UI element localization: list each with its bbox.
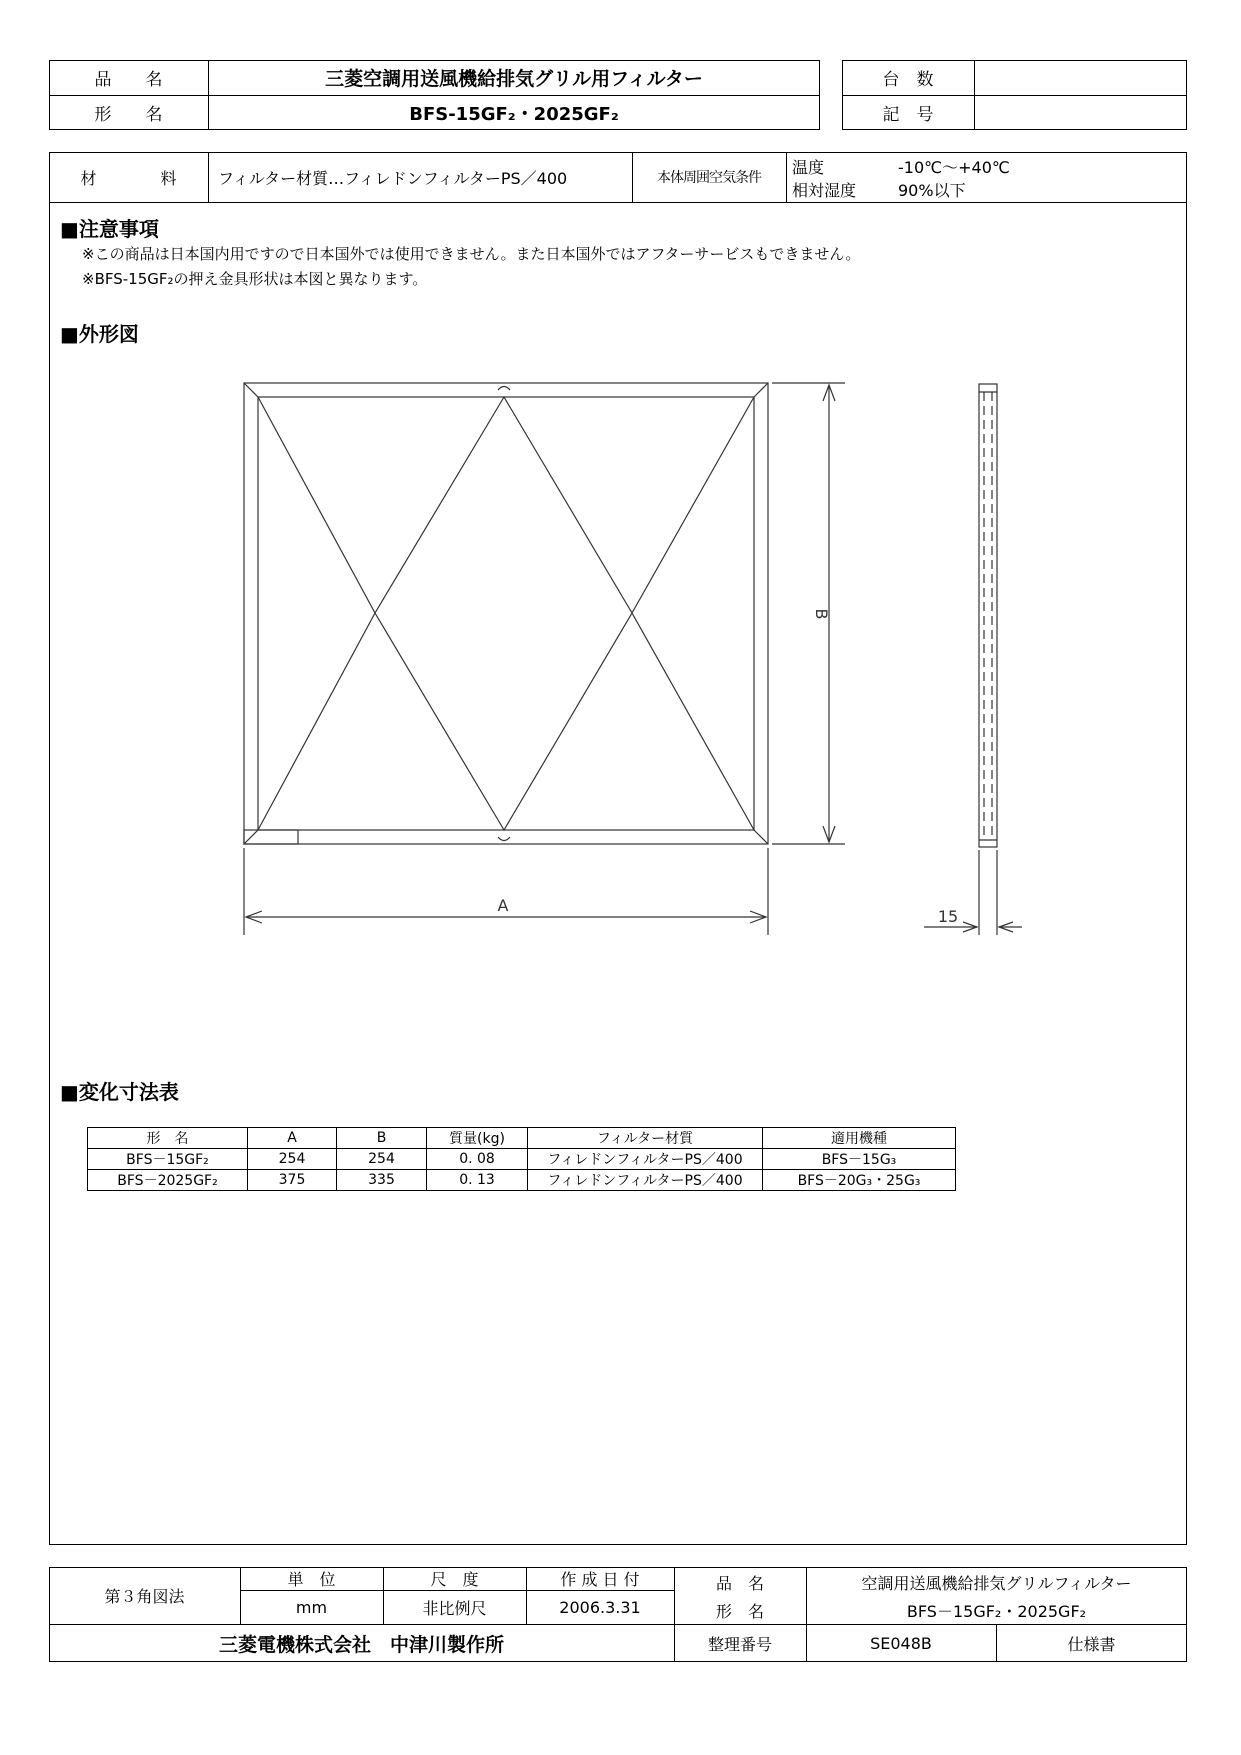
row-2-applicable-model: BFS－20G₃・25G₃ — [763, 1170, 956, 1191]
row-2-material: フィレドンフィルターPS／400 — [528, 1170, 763, 1191]
dimension-table — [87, 1127, 956, 1191]
support-wire-left — [258, 397, 375, 830]
model-label: 形 名 — [94, 105, 163, 125]
side-view — [979, 384, 997, 847]
header-a: A — [248, 1128, 337, 1149]
projection-method: 第３角図法 — [104, 1587, 185, 1606]
row-2-b: 335 — [337, 1170, 427, 1191]
support-wire-right — [632, 397, 754, 830]
filter-inner-frame — [258, 397, 754, 830]
document-type: 仕様書 — [1067, 1634, 1116, 1654]
humidity-label: 相対湿度 — [792, 181, 857, 200]
header-applicable-model: 適用機種 — [763, 1128, 956, 1149]
reference-number: SE048B — [870, 1633, 932, 1653]
row-1-b: 254 — [337, 1149, 427, 1170]
humidity-value: 90%以下 — [898, 181, 966, 200]
table-row — [88, 1149, 956, 1170]
temperature-value: -10℃～+40℃ — [898, 158, 1010, 177]
table-header-row — [88, 1128, 956, 1149]
product-name-label: 品 名 — [94, 70, 163, 90]
row-2-mass: 0. 13 — [427, 1170, 528, 1191]
filter-outer-frame — [244, 383, 768, 844]
scale-value: 非比例尺 — [422, 1598, 487, 1618]
date-label: 作 成 日 付 — [560, 1570, 640, 1589]
row-1-model: BFS－15GF₂ — [88, 1149, 248, 1170]
model-name: BFS-15GF₂・2025GF₂ — [409, 103, 619, 125]
reference-label: 整理番号 — [707, 1634, 772, 1654]
dimension-thickness-label: 15 — [937, 907, 959, 926]
retaining-clip — [244, 830, 298, 844]
row-1-mass: 0. 08 — [427, 1149, 528, 1170]
footer-product-label: 品 名 — [715, 1573, 764, 1593]
company-name: 三菱電機株式会社 中津川製作所 — [218, 1633, 504, 1656]
row-1-a: 254 — [248, 1149, 337, 1170]
footer-model-value: BFS－15GF₂・2025GF₂ — [906, 1601, 1087, 1621]
footer-model-label: 形 名 — [715, 1601, 764, 1621]
table-row — [88, 1170, 956, 1191]
dimension-table-heading: ■変化寸法表 — [60, 1080, 179, 1104]
row-1-applicable-model: BFS－15G₃ — [763, 1149, 956, 1170]
note-item-2: ※BFS-15GF₂の押え金具形状は本図と異なります。 — [82, 270, 428, 288]
row-2-a: 375 — [248, 1170, 337, 1191]
temperature-label: 温度 — [792, 158, 825, 177]
scale-label: 尺 度 — [430, 1570, 479, 1589]
footer-product-value: 空調用送風機給排気グリルフィルター — [861, 1573, 1132, 1593]
date-value: 2006.3.31 — [559, 1597, 641, 1617]
environment-label: 本体周囲空気条件 — [657, 170, 761, 186]
quantity-label: 台 数 — [882, 70, 934, 90]
unit-label: 単 位 — [287, 1570, 336, 1589]
material-value: フィルター材質…フィレドンフィルターPS／400 — [218, 168, 568, 188]
header-mass: 質量(kg) — [427, 1128, 528, 1149]
material-label: 材 料 — [80, 168, 177, 188]
row-2-model: BFS－2025GF₂ — [88, 1170, 248, 1191]
header-material: フィルター材質 — [528, 1128, 763, 1149]
symbol-label: 記 号 — [882, 105, 934, 125]
product-name: 三菱空調用送風機給排気グリル用フィルター — [325, 68, 703, 90]
dimension-b-label: B — [812, 608, 831, 620]
unit-value: mm — [295, 1597, 328, 1617]
notes-heading: ■注意事項 — [60, 217, 159, 241]
row-1-material: フィレドンフィルターPS／400 — [528, 1149, 763, 1170]
header-model: 形 名 — [88, 1128, 248, 1149]
dimension-a-label: A — [497, 896, 509, 915]
header-b: B — [337, 1128, 427, 1149]
note-item-1: ※この商品は日本国内用ですので日本国外では使用できません。また日本国外ではアフターサービスもできません。 — [82, 245, 861, 263]
support-wire-center — [375, 397, 632, 830]
drawing-heading: ■外形図 — [60, 322, 139, 346]
